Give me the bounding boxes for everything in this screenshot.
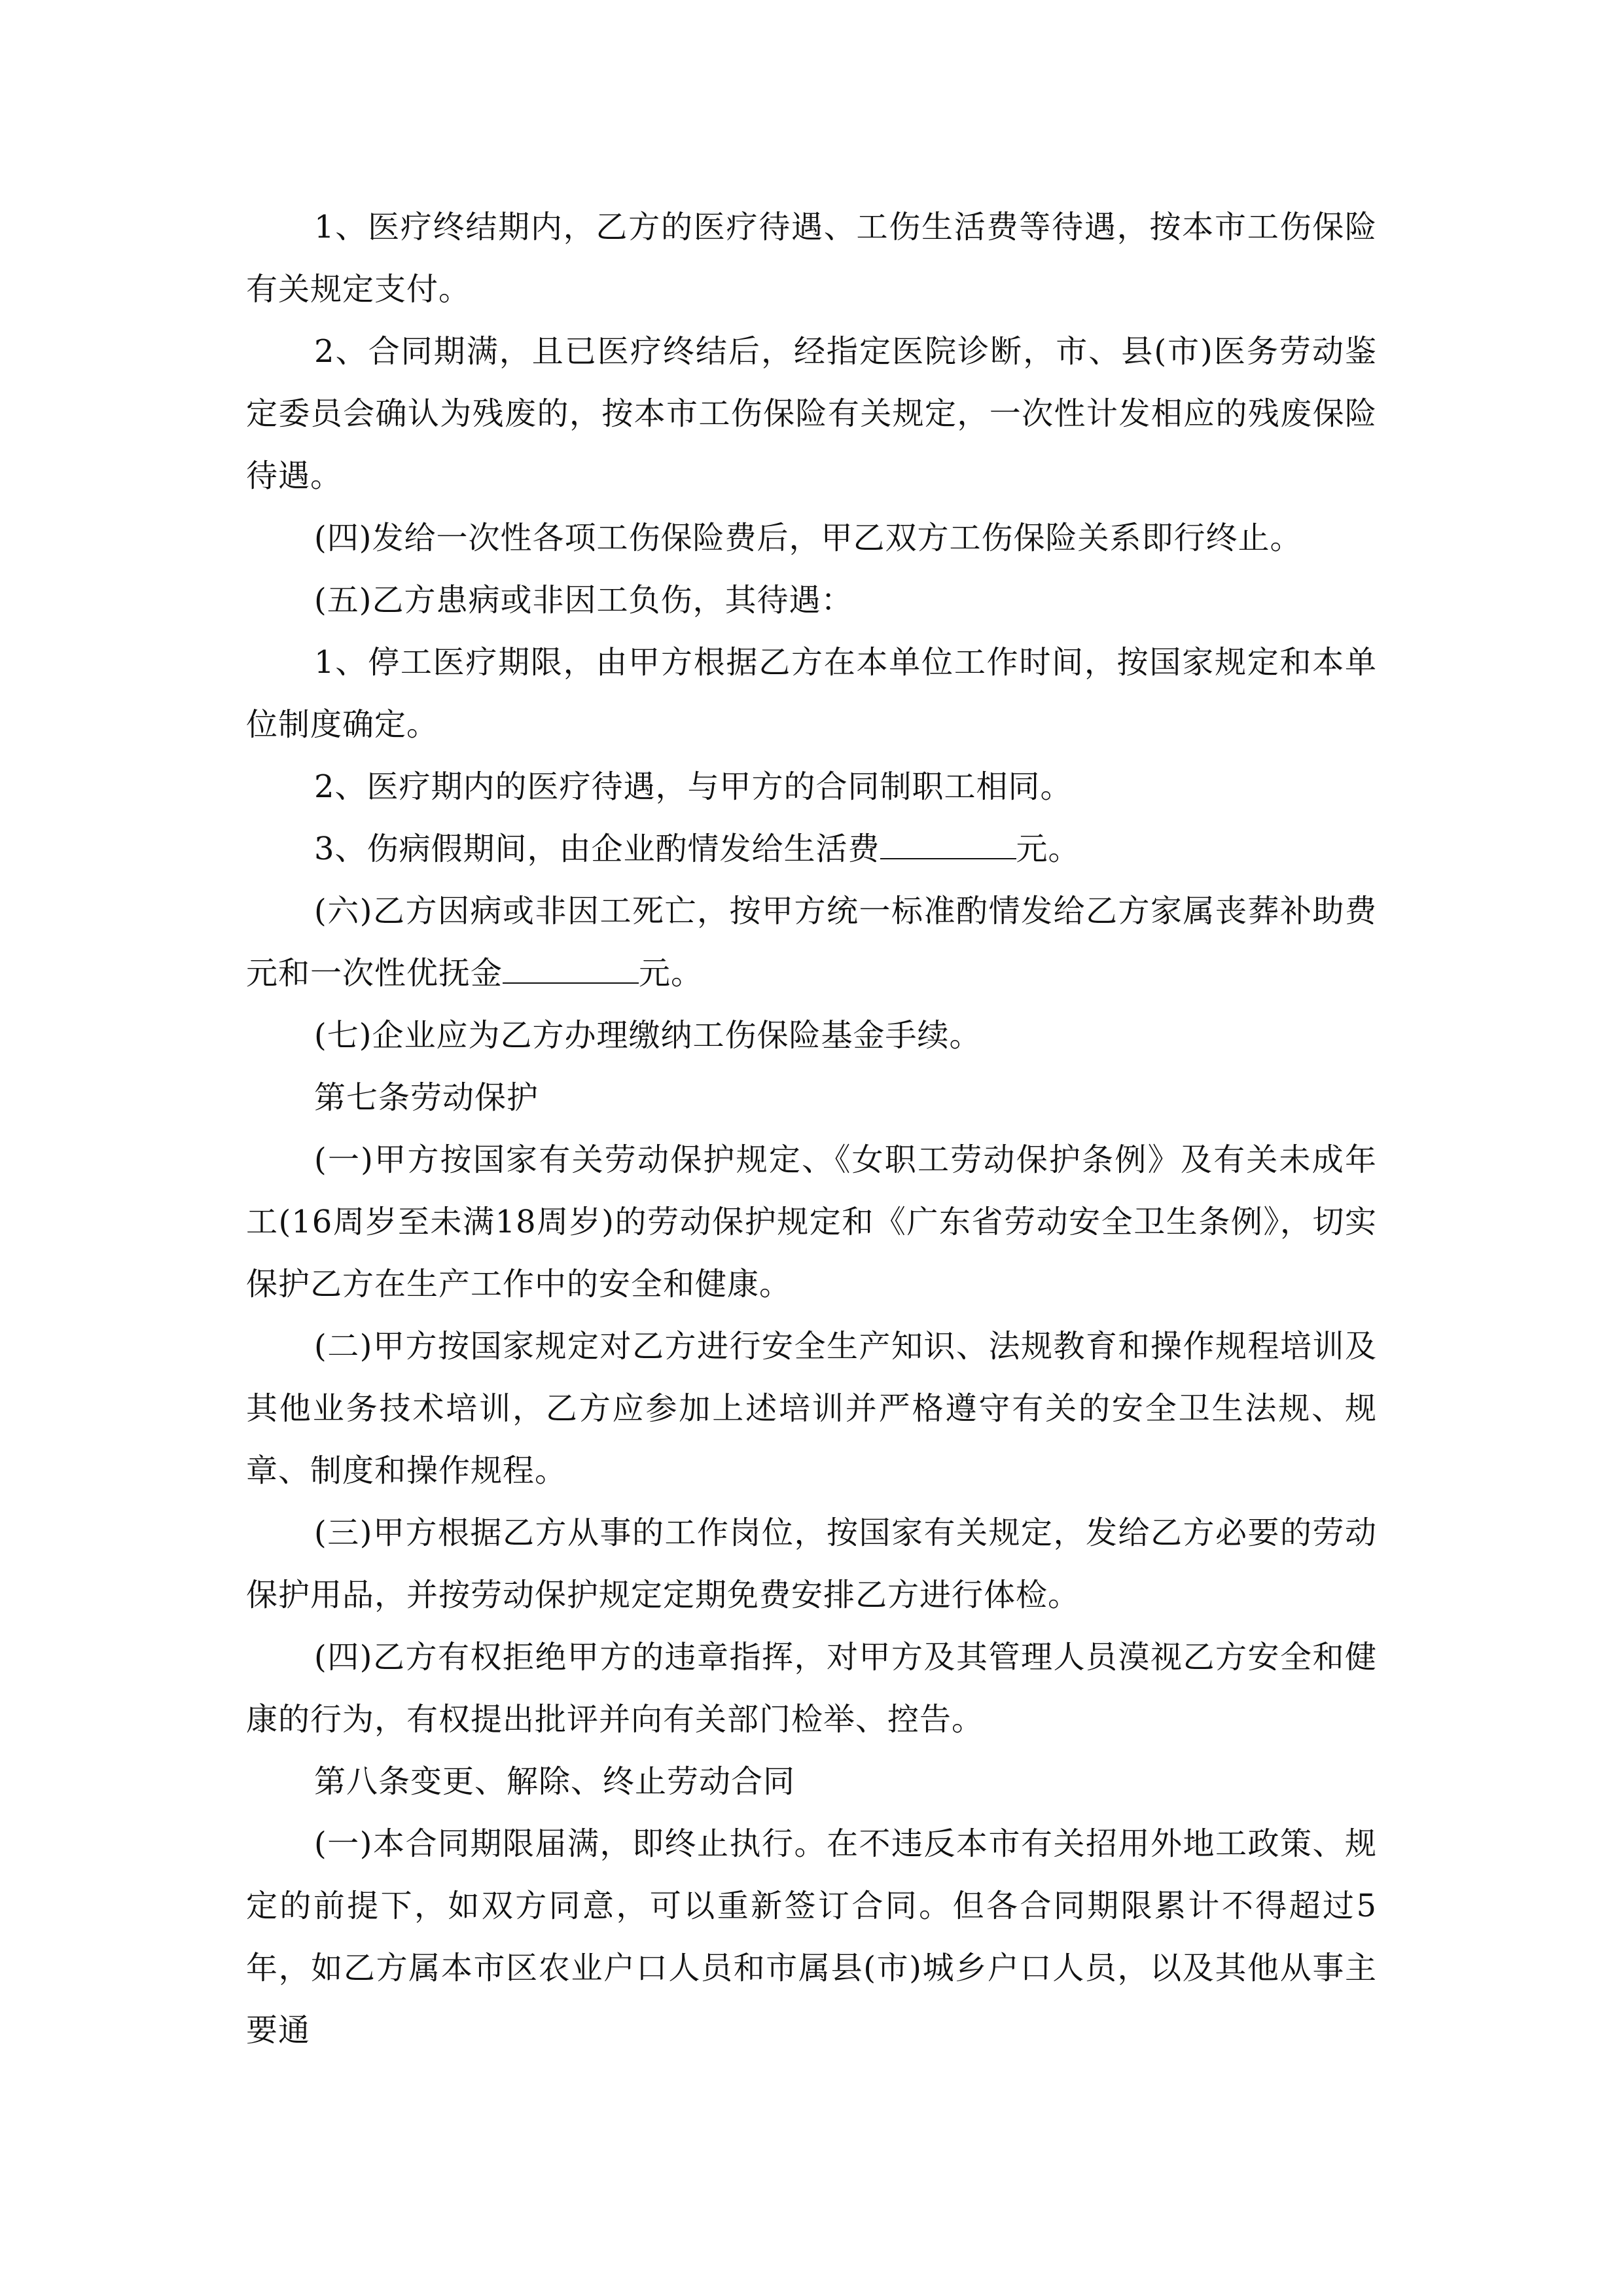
paragraph-protection-three: (三)甲方根据乙方从事的工作岗位，按国家有关规定，发给乙方必要的劳动保护用品，并按劳动保护规定定期免费安排乙方进行体检。 — [246, 1515, 1377, 1613]
paragraph-six-death-benefits — [246, 880, 1377, 1005]
paragraph-four-insurance-termination: (四)发给一次性各项工伤保险费后，甲乙双方工伤保险关系即行终止。 — [314, 520, 1302, 556]
living-allowance-unit: 元。 — [1016, 831, 1080, 867]
paragraph-protection-two: (二)甲方按国家规定对乙方进行安全生产知识、法规教育和操作规程培训及其他业务技术培训，乙方应参加上述培训并严格遵守有关的安全卫生法规、规章、制度和操作规程。 — [246, 1328, 1377, 1489]
death-benefits-unit: 元。 — [639, 955, 704, 992]
paragraph-protection-one: (一)甲方按国家有关劳动保护规定、《女职工劳动保护条例》及有关未成年工(16周岁至未满18周岁)的劳动保护规定和《广东省劳动安全卫生条例》，切实保护乙方在生产工作中的安全和健康。 — [246, 1141, 1377, 1302]
pension-amount-blank[interactable] — [503, 954, 639, 984]
paragraph-living-allowance — [246, 818, 1377, 880]
heading-article-seven: 第七条劳动保护 — [314, 1079, 539, 1116]
document-body — [246, 196, 1377, 2062]
living-allowance-text: 3、伤病假期间，由企业酌情发给生活费 — [314, 831, 880, 867]
paragraph-contract-term-end: (一)本合同期限届满，即终止执行。在不违反本市有关招用外地工政策、规定的前提下，如双方同意，可以重新签订合同。但各合同期限累计不得超过5年，如乙方属本市区农业户口人员和市属县(市)城乡户口人员，以及其他从事主要通 — [246, 1825, 1377, 2049]
death-benefits-text: (六)乙方因病或非因工死亡，按甲方统一标准酌情发给乙方家属丧葬补助费元和一次性优抚金 — [246, 893, 1377, 992]
paragraph-medical-treatment: 2、医疗期内的医疗待遇，与甲方的合同制职工相同。 — [314, 768, 1073, 805]
paragraph-medical-end-period: 1、医疗终结期内，乙方的医疗待遇、工伤生活费等待遇，按本市工伤保险有关规定支付。 — [246, 209, 1377, 308]
paragraph-seven-insurance-fund: (七)企业应为乙方办理缴纳工伤保险基金手续。 — [314, 1017, 982, 1054]
paragraph-contract-expiry-disability: 2、合同期满，且已医疗终结后，经指定医院诊断，市、县(市)医务劳动鉴定委员会确认为残废的，按本市工伤保险有关规定，一次性计发相应的残废保险待遇。 — [246, 333, 1377, 494]
heading-article-eight: 第八条变更、解除、终止劳动合同 — [314, 1763, 796, 1800]
paragraph-protection-four: (四)乙方有权拒绝甲方的违章指挥，对甲方及其管理人员漠视乙方安全和健康的行为，有权提出批评并向有关部门检举、控告。 — [246, 1639, 1377, 1738]
paragraph-sick-leave-period: 1、停工医疗期限，由甲方根据乙方在本单位工作时间，按国家规定和本单位制度确定。 — [246, 644, 1377, 743]
living-allowance-blank[interactable] — [880, 829, 1016, 859]
paragraph-five-illness-treatment: (五)乙方患病或非因工负伤，其待遇： — [314, 582, 853, 619]
